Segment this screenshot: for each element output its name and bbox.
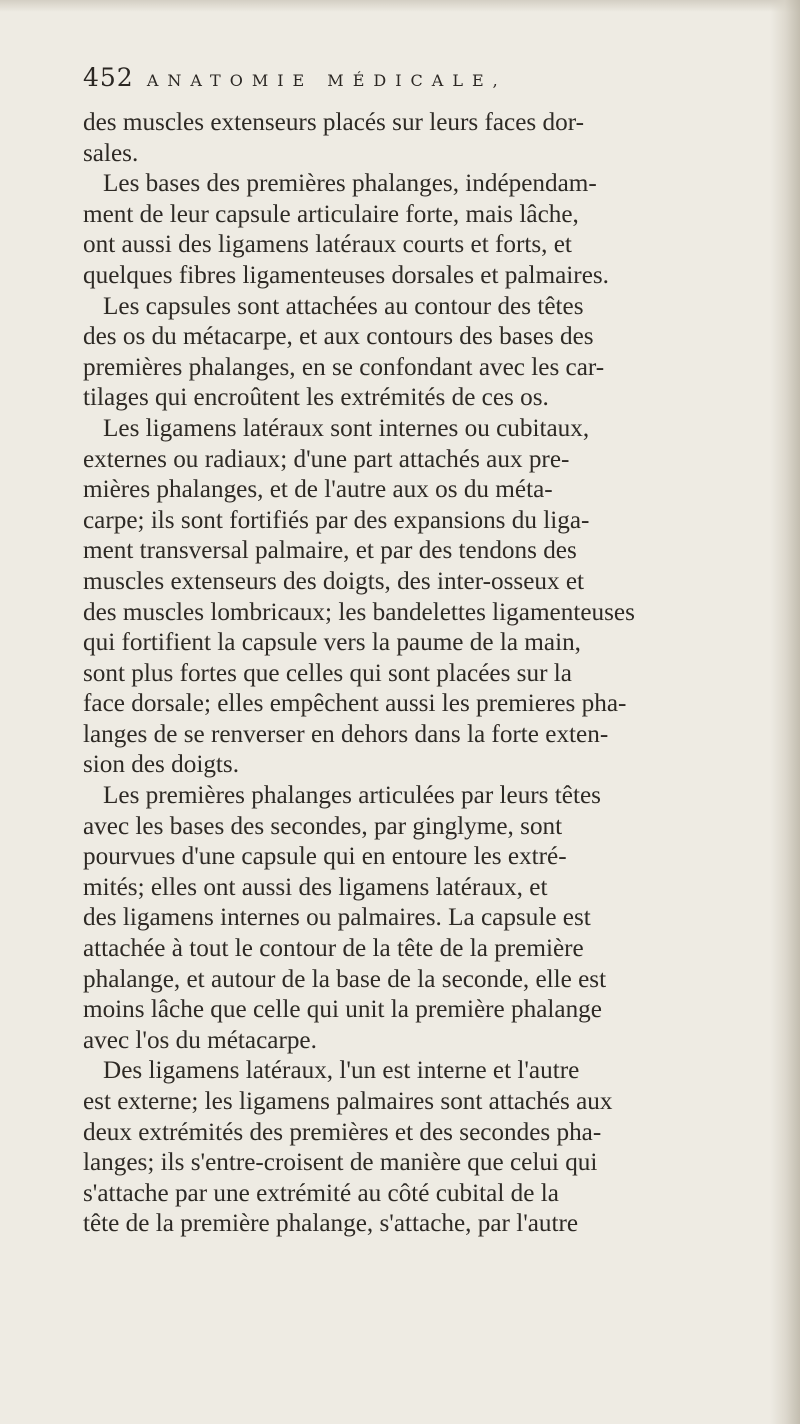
text-line: phalange, et autour de la base de la seconde, elle est — [83, 965, 607, 993]
text-line: Les bases des premières phalanges, indépendam- — [103, 170, 597, 198]
text-line: premières phalanges, en se confondant avec les car- — [83, 353, 605, 381]
text-line: s'attache par une extrémité au côté cubital de la — [83, 1179, 559, 1207]
text-line: qui fortifient la capsule vers la paume de la main, — [83, 629, 581, 657]
text-line: des os du métacarpe, et aux contours des bases des — [83, 323, 594, 351]
text-line: moins lâche que celle qui unit la première phalange — [83, 996, 602, 1024]
text-line: avec l'os du métacarpe. — [83, 1026, 317, 1054]
page-top-shadow — [0, 0, 800, 12]
text-line: langes; ils s'entre-croisent de manière que celui qui — [83, 1149, 598, 1177]
text-line: Des ligamens latéraux, l'un est interne et l'autre — [103, 1057, 580, 1085]
text-line: ment transversal palmaire, et par des tendons des — [83, 537, 577, 565]
page-gutter-shadow — [770, 0, 800, 1424]
text-line: Les premières phalanges articulées par leurs têtes — [103, 782, 601, 810]
text-line: ment de leur capsule articulaire forte, mais lâche, — [83, 200, 579, 228]
text-line: est externe; les ligamens palmaires sont attachés aux — [83, 1088, 613, 1115]
text-line: des muscles extenseurs placés sur leurs faces dor- — [83, 109, 584, 136]
text-line: sales. — [83, 139, 139, 167]
text-line: mières phalanges, et de l'autre aux os du méta- — [83, 476, 553, 504]
text-line: tête de la première phalange, s'attache, par l'autre — [83, 1210, 579, 1238]
text-line: langes de se renverser en dehors dans la forte exten- — [83, 720, 609, 748]
text-line: attachée à tout le contour de la tête de la première — [83, 935, 584, 963]
text-line: Les capsules sont attachées au contour des têtes — [103, 292, 584, 320]
text-line: tilages qui encroûtent les extrémités de ces os. — [83, 384, 549, 412]
text-line: avec les bases des secondes, par ginglyme, sont — [83, 812, 563, 840]
text-line: pourvues d'une capsule qui en entoure les extré- — [83, 843, 567, 871]
text-line: des ligamens internes ou palmaires. La capsule est — [83, 904, 591, 932]
text-line: externes ou radiaux; d'une part attachés aux pre- — [83, 445, 570, 473]
text-line: sont plus fortes que celles qui sont placées sur la — [83, 659, 572, 687]
running-title: ANATOMIE MÉDICALE, — [146, 71, 507, 90]
text-line: ont aussi des ligamens latéraux courts et forts, et — [83, 231, 572, 259]
text-line: quelques fibres ligamenteuses dorsales et palmaires. — [83, 261, 609, 289]
text-line: face dorsale; elles empêchent aussi les premieres pha- — [83, 690, 627, 718]
running-header — [83, 63, 703, 103]
page-number: 452 — [83, 63, 134, 92]
text-line: Les ligamens latéraux sont internes ou cubitaux, — [103, 414, 590, 442]
text-line: des muscles lombricaux; les bandelettes ligamenteuses — [83, 598, 635, 626]
text-line: deux extrémités des premières et des secondes pha- — [83, 1118, 602, 1146]
text-line: mités; elles ont aussi des ligamens latéraux, et — [83, 873, 548, 901]
text-line: muscles extenseurs des doigts, des inter-osseux et — [83, 567, 585, 595]
body-text — [83, 108, 763, 1240]
text-line: carpe; ils sont fortifiés par des expansions du liga- — [83, 506, 590, 534]
text-line: sion des doigts. — [83, 751, 240, 779]
